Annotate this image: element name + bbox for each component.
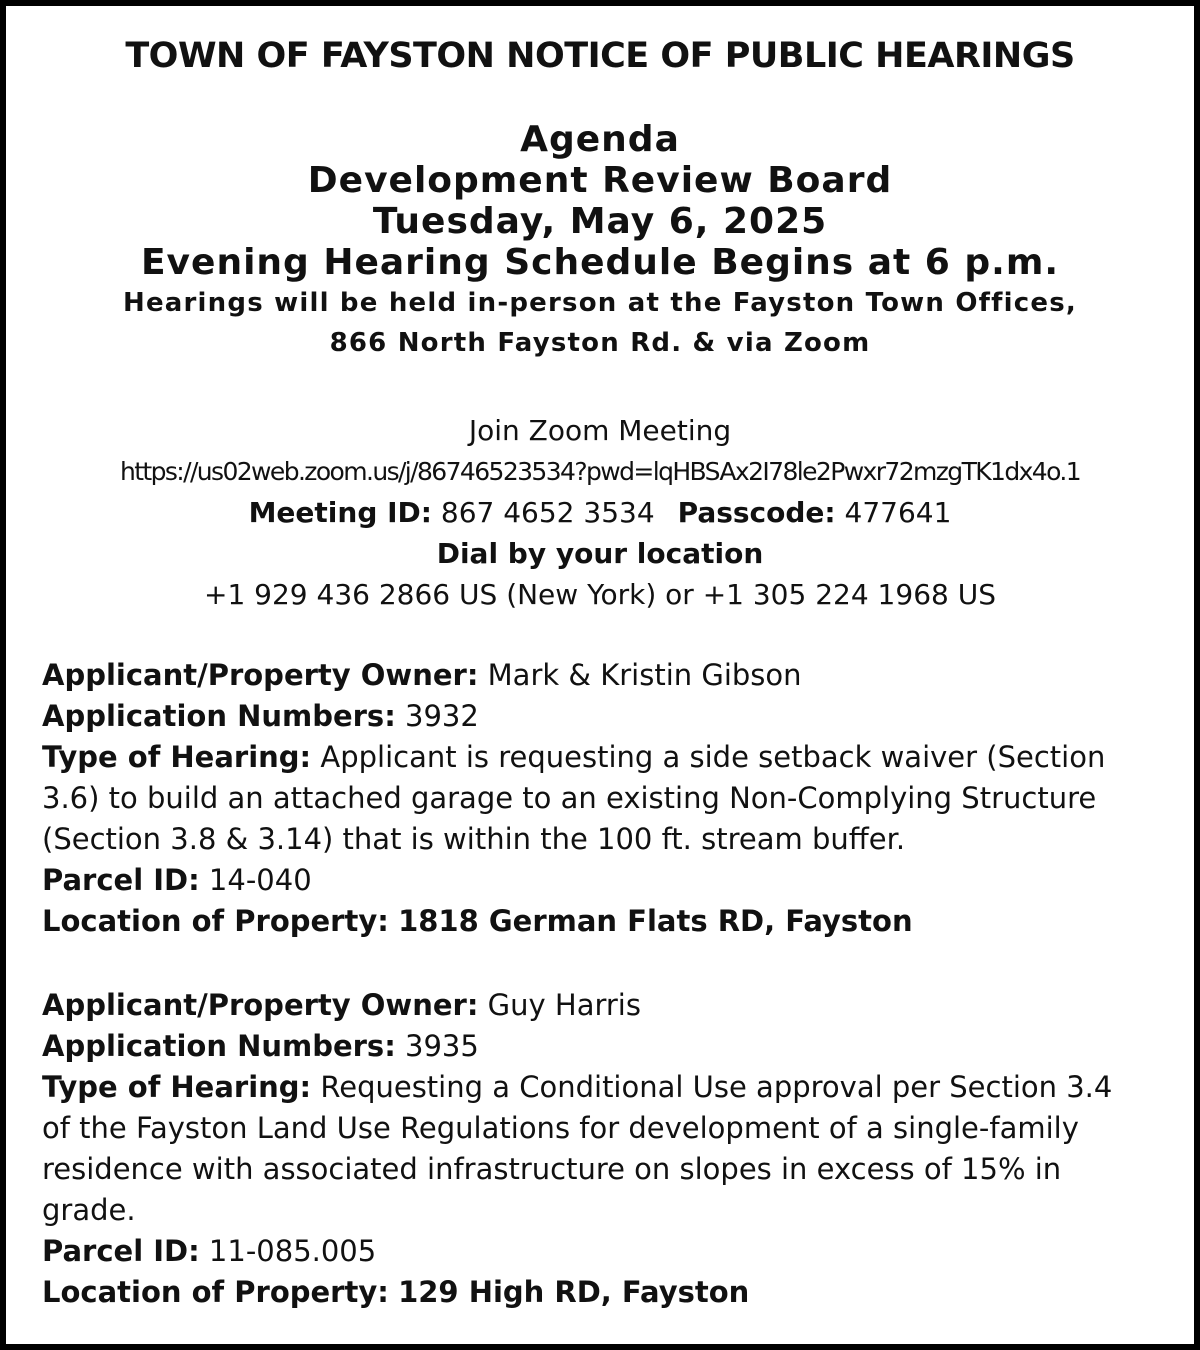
- numbers-label: Application Numbers:: [42, 699, 396, 733]
- owner-row: [42, 655, 1142, 696]
- board-name: Development Review Board: [307, 160, 893, 201]
- notice-title: TOWN OF FAYSTON NOTICE OF PUBLIC HEARINGS: [125, 36, 1075, 76]
- property-location-label: Location of Property:: [42, 904, 389, 938]
- hearing-type-value: Requesting a Conditional Use approval per Section 3.4 of the Fayston Land Use Regulations for development of a single-family residence with associated infrastructure on slopes in excess of 15% in grade.: [42, 1070, 1113, 1227]
- agenda-header: [6, 119, 1194, 363]
- parcel-row: [42, 860, 1142, 901]
- property-location-row: [42, 1272, 1142, 1313]
- property-location-label: Location of Property:: [42, 1275, 389, 1309]
- property-location-value: 1818 German Flats RD, Fayston: [398, 904, 913, 938]
- owner-value: Guy Harris: [487, 988, 641, 1022]
- numbers-value: 3935: [405, 1029, 479, 1063]
- numbers-value: 3932: [405, 699, 479, 733]
- owner-value: Mark & Kristin Gibson: [487, 658, 802, 692]
- owner-label: Applicant/Property Owner:: [42, 988, 479, 1022]
- zoom-url-link[interactable]: https://us02web.zoom.us/j/86746523534?pwd=lqHBSAx2I78le2Pwxr72mzgTK1dx4o.1: [119, 457, 1081, 486]
- parcel-label: Parcel ID:: [42, 1234, 200, 1268]
- passcode-label: Passcode:: [677, 496, 836, 529]
- meeting-id-value: 867 4652 3534: [440, 496, 655, 529]
- agenda-heading: Agenda: [520, 119, 680, 160]
- dial-numbers: +1 929 436 2866 US (New York) or +1 305 224 1968 US: [204, 578, 996, 611]
- schedule-time: Evening Hearing Schedule Begins at 6 p.m.: [140, 242, 1060, 283]
- owner-label: Applicant/Property Owner:: [42, 658, 479, 692]
- owner-row: [42, 985, 1142, 1026]
- passcode-value: 477641: [844, 496, 952, 529]
- hearing-type-value: Applicant is requesting a side setback waiver (Section 3.6) to build an attached garage to an existing Non-Complying Structure (Section 3.8 & 3.14) that is within the 100 ft. stream buffer.: [42, 740, 1106, 856]
- property-location-value: 129 High RD, Fayston: [398, 1275, 750, 1309]
- meeting-id-label: Meeting ID:: [248, 496, 432, 529]
- application-entry: [42, 655, 1142, 942]
- hearing-type-label: Type of Hearing:: [42, 740, 312, 774]
- application-entry: [42, 985, 1142, 1313]
- location-line-2: 866 North Fayston Rd. & via Zoom: [329, 328, 871, 358]
- hearing-type-row: [42, 1067, 1142, 1231]
- parcel-label: Parcel ID:: [42, 863, 200, 897]
- parcel-value: 11-085.005: [208, 1234, 377, 1268]
- meeting-date: Tuesday, May 6, 2025: [372, 201, 828, 242]
- property-location-row: [42, 901, 1142, 942]
- join-zoom-label: Join Zoom Meeting: [468, 414, 732, 447]
- numbers-label: Application Numbers:: [42, 1029, 396, 1063]
- meeting-credentials: [6, 492, 1194, 533]
- location-line-1: Hearings will be held in-person at the Fayston Town Offices,: [123, 288, 1077, 318]
- dial-label: Dial by your location: [436, 537, 764, 570]
- parcel-row: [42, 1231, 1142, 1272]
- zoom-info: [6, 410, 1194, 615]
- numbers-row: [42, 1026, 1142, 1067]
- numbers-row: [42, 696, 1142, 737]
- hearing-type-label: Type of Hearing:: [42, 1070, 312, 1104]
- parcel-value: 14-040: [208, 863, 312, 897]
- hearing-type-row: [42, 737, 1142, 860]
